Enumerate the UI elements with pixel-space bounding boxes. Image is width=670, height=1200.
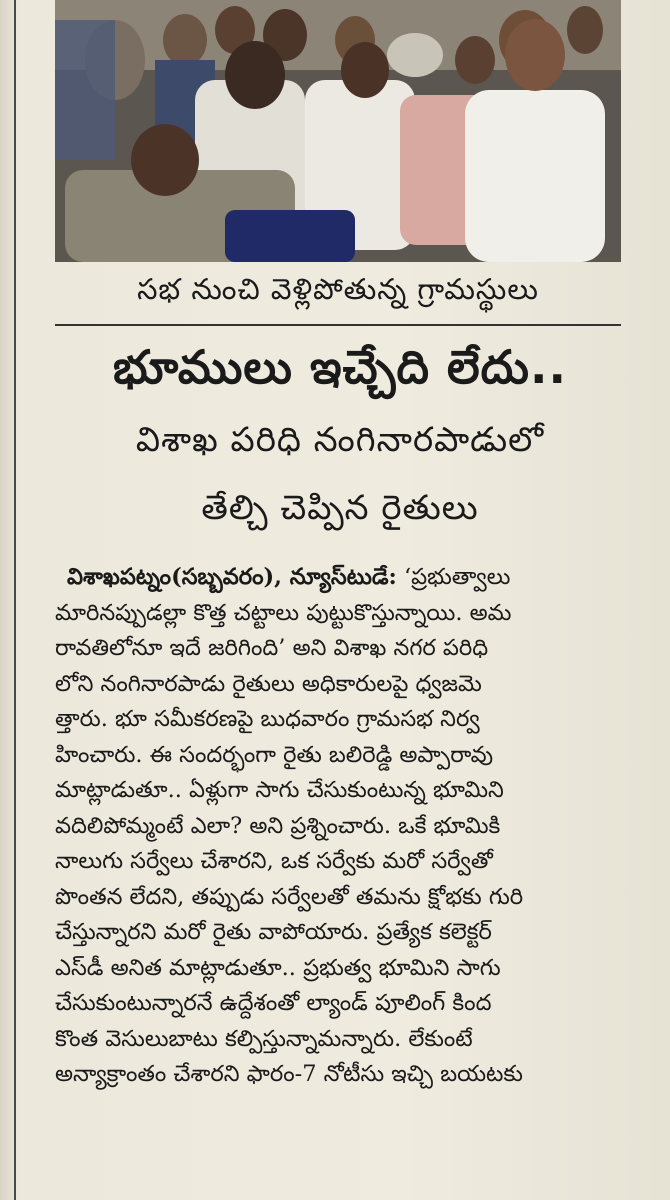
article-line: రావతిలోనూ ఇదే జరిగింది’ అని విశాఖ నగర పరిధి <box>55 635 489 661</box>
article-line: పొంతన లేదని, తప్పుడు సర్వేలతో తమను క్షోభకు గురి <box>55 883 524 910</box>
news-photo <box>55 0 621 262</box>
article-line: మారినప్పుడల్లా కొత్త చట్టాలు పుట్టుకొస్తున్నాయి. అమ <box>55 599 512 626</box>
article-line: చేస్తున్నారని మరో రైతు వాపోయారు. ప్రత్యేక కలెక్టర్ <box>55 919 492 945</box>
article-line: చేసుకుంటున్నారనే ఉద్దేశంతో ల్యాండ్ పూలింగ్ కింద <box>55 990 492 1016</box>
article-body <box>55 560 635 1093</box>
subheadline-line-1: విశాఖ పరిధి నంగినారపాడులో <box>135 420 545 460</box>
headline: భూములు ఇచ్చేది లేదు.. <box>113 340 567 394</box>
crowd-illustration <box>55 0 621 262</box>
article-line: కొంత వెసులుబాటు కల్పిస్తున్నామన్నారు. లేకుంటే <box>55 1025 473 1052</box>
article-line: త్తారు. భూ సమీకరణపై బుధవారం గ్రామసభ నిర్వ <box>55 706 480 732</box>
photo-caption: సభ నుంచి వెళ్లిపోతున్న గ్రామస్థులు <box>55 262 621 326</box>
article-line: లోని నంగినారపాడు రైతులు అధికారులపై ధ్వజమె <box>55 670 482 697</box>
column-rule <box>14 0 16 1200</box>
subheadline-line-2: తేల్చి చెప్పిన రైతులు <box>201 488 479 528</box>
article-line: నాలుగు సర్వేలు చేశారని, ఒక సర్వేకు మరో సర్వేతో <box>55 848 493 874</box>
article-line: అన్యాక్రాంతం చేశారని ఫారం-7 నోటీసు ఇచ్చి బయటకు <box>55 1061 523 1087</box>
article-line: మాట్లాడుతూ.. ఏళ్లుగా సాగు చేసుకుంటున్న భూమిని <box>55 777 504 803</box>
article-line <box>55 560 635 596</box>
article-line: హించారు. ఈ సందర్భంగా రైతు బలిరెడ్డి అప్పారావు <box>55 741 494 768</box>
dateline: విశాఖపట్నం(సబ్బవరం), న్యూస్‌టుడే: <box>67 564 397 590</box>
article-text: ‘ప్రభుత్వాలు <box>403 564 511 590</box>
article-line: ఎస్‌డీ అనిత మాట్లాడుతూ.. ప్రభుత్వ భూమిని సాగు <box>55 954 501 981</box>
article-line: వదిలిపోమ్మంటే ఎలా? అని ప్రశ్నించారు. ఒకే భూమికి <box>55 812 501 839</box>
